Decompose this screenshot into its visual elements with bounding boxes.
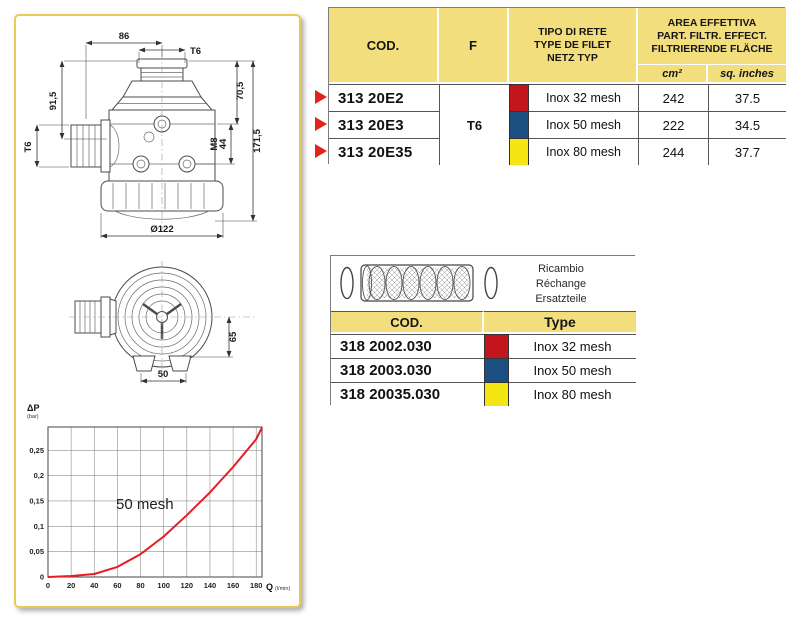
table-cell-code: 313 20E35 xyxy=(329,138,439,165)
table-cell-area-sqin: 37.5 xyxy=(708,84,786,111)
spare-parts-table xyxy=(330,255,635,405)
x-tick-label: 160 xyxy=(226,581,240,590)
spare-table-cell-code: 318 2002.030 xyxy=(331,334,484,358)
table-cell-mesh-type: Inox 50 mesh xyxy=(529,111,638,138)
dim-label-t6-top: T6 xyxy=(190,46,202,57)
dim-label-diameter-122: Ø122 xyxy=(150,224,174,235)
column-header-cm2: cm² xyxy=(638,65,708,84)
pressure-drop-chart xyxy=(19,399,299,599)
x-tick-label: 120 xyxy=(180,581,194,590)
spare-table-cell-mesh-type: Inox 32 mesh xyxy=(509,334,636,358)
table-cell-mesh-type: Inox 80 mesh xyxy=(529,138,638,165)
filter-side-view xyxy=(71,52,223,232)
table-cell-code: 313 20E2 xyxy=(329,84,439,111)
x-tick-label: 60 xyxy=(113,581,122,590)
dim-label-91-5: 91,5 xyxy=(48,91,59,111)
drawing-card xyxy=(14,14,301,608)
mesh-color-swatch-blue xyxy=(509,111,529,138)
mesh-color-swatch-blue xyxy=(484,358,509,382)
x-tick-label: 40 xyxy=(90,581,99,590)
column-header-f: F xyxy=(439,8,509,84)
y-tick-label: 0 xyxy=(39,572,44,582)
spare-table-cell-mesh-type: Inox 80 mesh xyxy=(509,382,636,406)
spare-table-cell-code: 318 20035.030 xyxy=(331,382,484,406)
row-marker-arrow xyxy=(315,117,327,131)
mesh-color-swatch-red xyxy=(484,334,509,358)
dim-label-86: 86 xyxy=(118,31,130,42)
y-tick-label: 0,1 xyxy=(33,521,44,531)
x-tick-label: 180 xyxy=(249,581,263,590)
x-tick-label: 100 xyxy=(157,581,170,590)
y-tick-label: 0,15 xyxy=(29,496,44,506)
table-cell-area-cm2: 244 xyxy=(638,138,708,165)
x-axis-label: Q xyxy=(266,582,274,592)
x-tick-label: 140 xyxy=(203,581,217,590)
filter-technical-drawing xyxy=(19,19,300,397)
table-cell-area-sqin: 34.5 xyxy=(708,111,786,138)
spare-column-header-type: Type xyxy=(484,311,636,334)
table-cell-area-cm2: 242 xyxy=(638,84,708,111)
o-ring-left xyxy=(341,268,353,299)
x-tick-label: 20 xyxy=(66,581,76,590)
table-cell-area-sqin: 37.7 xyxy=(708,138,786,165)
table-cell-mesh-type: Inox 32 mesh xyxy=(529,84,638,111)
y-tick-label: 0,2 xyxy=(33,471,44,481)
column-header-cod: COD. xyxy=(329,8,439,84)
x-tick-label: 0 xyxy=(45,581,51,590)
row-marker-arrow xyxy=(315,90,327,104)
spare-parts-header-section xyxy=(331,256,636,311)
x-tick-label: 80 xyxy=(136,581,145,590)
x-axis-unit: (l/min) xyxy=(275,586,291,592)
row-marker-arrow xyxy=(315,144,327,158)
y-tick-label: 0,25 xyxy=(29,445,44,455)
spare-column-header-cod: COD. xyxy=(331,311,484,334)
y-axis-label: ΔP xyxy=(27,403,40,413)
column-header-sq-inches: sq. inches xyxy=(708,65,786,84)
filter-cartridge-illustration xyxy=(337,260,502,306)
table-cell-thread-size: T6 xyxy=(439,84,509,165)
y-tick-label: 0,05 xyxy=(29,547,44,557)
dim-label-50: 50 xyxy=(157,369,169,380)
column-header-filtering-area: AREA EFFETTIVA PART. FILTR. EFFECT. FILTRIERENDE FLÄCHE xyxy=(638,8,786,65)
dim-label-65: 65 xyxy=(228,331,239,343)
dim-label-70-5: 70,5 xyxy=(235,81,246,101)
spare-table-cell-code: 318 2003.030 xyxy=(331,358,484,382)
dim-label-171-5: 171,5 xyxy=(252,129,263,153)
column-header-net-type: TIPO DI RETE TYPE DE FILET NETZ TYP xyxy=(509,8,638,84)
table-cell-code: 313 20E3 xyxy=(329,111,439,138)
main-codes-table xyxy=(328,7,785,164)
dim-label-t6-left: T6 xyxy=(23,141,34,153)
mesh-color-swatch-red xyxy=(509,84,529,111)
mesh-color-swatch-yellow xyxy=(509,138,529,165)
y-axis-unit: (bar) xyxy=(27,414,39,420)
dim-label-m8: M8 xyxy=(209,137,220,151)
spare-parts-caption: Ricambio Réchange Ersatzteile xyxy=(535,263,587,305)
spare-table-cell-mesh-type: Inox 50 mesh xyxy=(509,358,636,382)
table-cell-area-cm2: 222 xyxy=(638,111,708,138)
mesh-color-swatch-yellow xyxy=(484,382,509,406)
dim-label-44: 44 xyxy=(218,138,229,150)
curve-annotation: 50 mesh xyxy=(116,496,174,513)
